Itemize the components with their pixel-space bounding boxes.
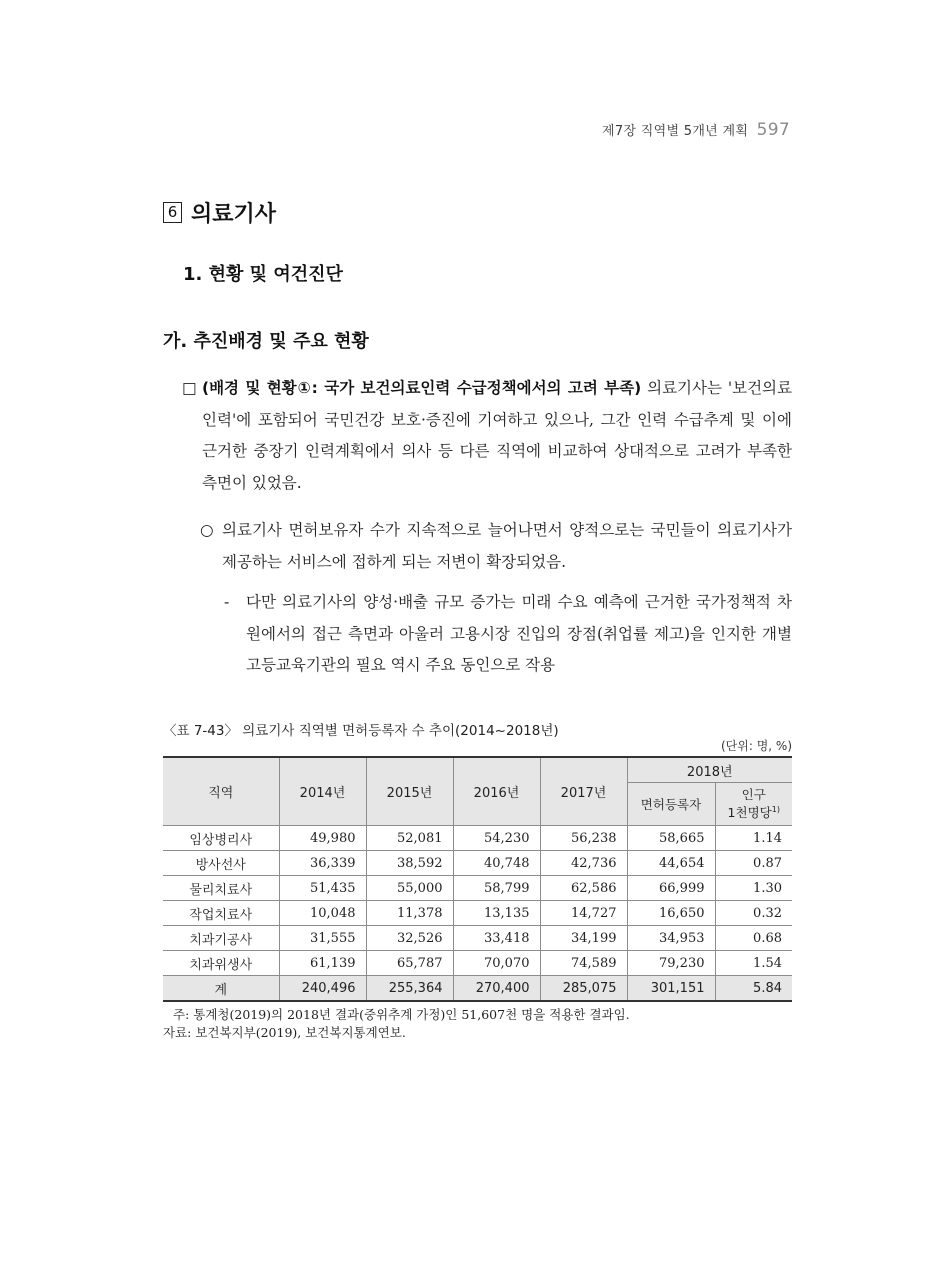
- paragraph-text: 의료기사는 '보건의료인력'에 포함되어 국민건강 보호·증진에 기여하고 있으나, 그간 인력 수급추계 및 이에 근거한 중장기 인력계획에서 의사 등 다른 직역에 비교하여 상대적으로 고려가 부족한 측면이 있었음.: [202, 379, 792, 492]
- paragraph-background: [182, 373, 792, 499]
- table-cell: 0.32: [715, 901, 792, 926]
- header-2014: 2014년: [279, 757, 366, 826]
- row-label: 방사선사: [163, 851, 279, 876]
- table-note: 주: 통계청(2019)의 2018년 결과(중위추계 가정)인 51,607천 명을 적용한 결과임.: [173, 1007, 630, 1022]
- table-cell: 40,748: [453, 851, 540, 876]
- table-cell: 31,555: [279, 926, 366, 951]
- dash-bullet-icon: -: [224, 593, 230, 611]
- table-cell: 301,151: [627, 976, 715, 1002]
- table-cell: 55,000: [366, 876, 453, 901]
- header-2018: 2018년: [627, 757, 792, 783]
- table-cell: 11,378: [366, 901, 453, 926]
- table-cell: 44,654: [627, 851, 715, 876]
- table-cell: 14,727: [540, 901, 627, 926]
- chapter-title: 제7장 직역별 5개년 계획: [602, 124, 749, 139]
- table-source: 자료: 보건복지부(2019), 보건복지통계연보.: [163, 1025, 406, 1040]
- row-label: 물리치료사: [163, 876, 279, 901]
- table-cell: 13,135: [453, 901, 540, 926]
- header-per-1000-line2: 1천명당: [727, 805, 772, 821]
- table-cell: 240,496: [279, 976, 366, 1002]
- table-cell: 1.14: [715, 826, 792, 851]
- paragraph-body: [182, 373, 792, 499]
- section-heading: [163, 197, 276, 228]
- table-cell: 58,799: [453, 876, 540, 901]
- header-licensed: 면허등록자: [627, 783, 715, 826]
- table-unit: (단위: 명, %): [720, 739, 792, 753]
- table-cell: 74,589: [540, 951, 627, 976]
- table-row: [163, 951, 792, 976]
- header-occupation: 직역: [163, 757, 279, 826]
- row-label: 치과위생사: [163, 951, 279, 976]
- section-title: 의료기사: [191, 202, 277, 227]
- table-cell: 66,999: [627, 876, 715, 901]
- paragraph-text: 다만 의료기사의 양성·배출 규모 증가는 미래 수요 예측에 근거한 국가정책적 차원에서의 접근 측면과 아울러 고용시장 진입의 장점(취업률 제고)을 인지한 개별 고등교육기관의 필요 역시 주요 동인으로 작용: [246, 593, 792, 674]
- table-cell: 51,435: [279, 876, 366, 901]
- table-cell: 54,230: [453, 826, 540, 851]
- table-cell: 16,650: [627, 901, 715, 926]
- table-cell: 49,980: [279, 826, 366, 851]
- running-header: [602, 120, 790, 140]
- table-row: [163, 826, 792, 851]
- table-cell: 1.30: [715, 876, 792, 901]
- table-total-row: [163, 976, 792, 1002]
- table-cell: 33,418: [453, 926, 540, 951]
- table-row: [163, 876, 792, 901]
- table-cell: 10,048: [279, 901, 366, 926]
- table-cell: 62,586: [540, 876, 627, 901]
- row-label: 작업치료사: [163, 901, 279, 926]
- subsection-heading: 1. 현황 및 여건진단: [183, 264, 343, 285]
- table-cell: 79,230: [627, 951, 715, 976]
- table-row: [163, 926, 792, 951]
- page-number: 597: [756, 120, 790, 140]
- table-cell: 56,238: [540, 826, 627, 851]
- paragraph-license-growth: [200, 515, 792, 578]
- subsubsection-heading: 가. 추진배경 및 주요 현황: [163, 331, 369, 352]
- table-cell: 32,526: [366, 926, 453, 951]
- table-caption: 〈표 7-43〉 의료기사 직역별 면허등록자 수 추이(2014~2018년): [163, 723, 559, 739]
- paragraph-lead: (배경 및 현황①: 국가 보건의료인력 수급정책에서의 고려 부족): [202, 379, 642, 397]
- circle-bullet-icon: ○: [200, 521, 214, 539]
- header-per-1000: [715, 783, 792, 826]
- table-cell: 34,953: [627, 926, 715, 951]
- row-label: 계: [163, 976, 279, 1002]
- table-cell: 36,339: [279, 851, 366, 876]
- footnote-marker: 1): [771, 805, 780, 815]
- section-number-box: 6: [163, 202, 182, 223]
- paragraph-supply-drivers: [224, 587, 792, 682]
- table-cell: 5.84: [715, 976, 792, 1002]
- table-cell: 1.54: [715, 951, 792, 976]
- table-cell: 65,787: [366, 951, 453, 976]
- row-label: 임상병리사: [163, 826, 279, 851]
- table-cell: 34,199: [540, 926, 627, 951]
- table-row: [163, 851, 792, 876]
- header-2016: 2016년: [453, 757, 540, 826]
- table-cell: 285,075: [540, 976, 627, 1002]
- table-cell: 52,081: [366, 826, 453, 851]
- table-cell: 58,665: [627, 826, 715, 851]
- table-cell: 0.87: [715, 851, 792, 876]
- table-cell: 38,592: [366, 851, 453, 876]
- license-holders-table: [163, 756, 792, 1002]
- table-cell: 255,364: [366, 976, 453, 1002]
- header-per-1000-line1: 인구: [741, 787, 766, 803]
- header-2017: 2017년: [540, 757, 627, 826]
- row-label: 치과기공사: [163, 926, 279, 951]
- table-cell: 61,139: [279, 951, 366, 976]
- table-cell: 42,736: [540, 851, 627, 876]
- table-cell: 70,070: [453, 951, 540, 976]
- table-cell: 270,400: [453, 976, 540, 1002]
- header-2015: 2015년: [366, 757, 453, 826]
- paragraph-text: 의료기사 면허보유자 수가 지속적으로 늘어나면서 양적으로는 국민들이 의료기사가 제공하는 서비스에 접하게 되는 저변이 확장되었음.: [222, 521, 792, 571]
- table-row: [163, 901, 792, 926]
- table-cell: 0.68: [715, 926, 792, 951]
- square-bullet-icon: □: [182, 379, 197, 397]
